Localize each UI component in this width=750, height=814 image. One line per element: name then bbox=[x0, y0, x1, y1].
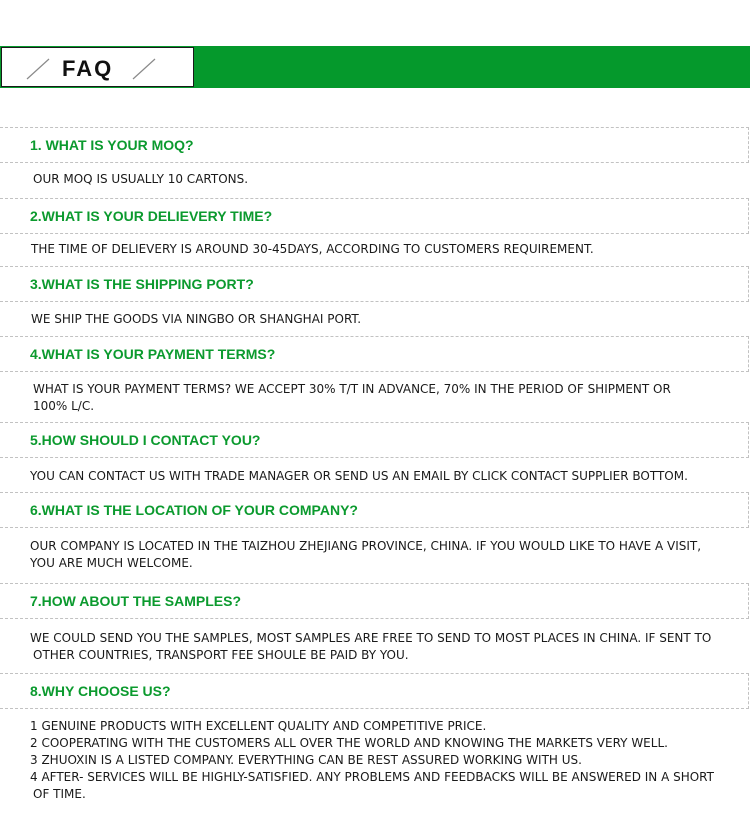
faq-label-box bbox=[1, 47, 194, 87]
faq-answer-line: 2 COOPERATING WITH THE CUSTOMERS ALL OVER THE WORLD AND KNOWING THE MARKETS VERY WELL. bbox=[30, 736, 668, 750]
faq-answer-line: 1 GENUINE PRODUCTS WITH EXCELLENT QUALITY AND COMPETITIVE PRICE. bbox=[30, 719, 487, 733]
faq-answer-line: OUR MOQ IS USUALLY 10 CARTONS. bbox=[33, 172, 249, 186]
faq-answer-line: THE TIME OF DELIEVERY IS AROUND 30-45DAYS, ACCORDING TO CUSTOMERS REQUIREMENT. bbox=[31, 242, 594, 256]
faq-question: 6.WHAT IS THE LOCATION OF YOUR COMPANY? bbox=[30, 502, 358, 518]
faq-question: 1. WHAT IS YOUR MOQ? bbox=[30, 137, 194, 153]
faq-answer-line: OF TIME. bbox=[33, 787, 86, 801]
faq-answer bbox=[33, 171, 738, 188]
faq-question-bar bbox=[0, 266, 749, 302]
faq-question-bar bbox=[0, 336, 749, 372]
faq-question: 5.HOW SHOULD I CONTACT YOU? bbox=[30, 432, 261, 448]
faq-answer-line: OTHER COUNTRIES, TRANSPORT FEE SHOULE BE PAID BY YOU. bbox=[33, 648, 409, 662]
faq-question-bar bbox=[0, 673, 749, 709]
faq-answer bbox=[30, 630, 735, 664]
faq-answer-line: 100% L/C. bbox=[33, 399, 95, 413]
faq-question-bar bbox=[0, 422, 749, 458]
faq-answer bbox=[30, 538, 735, 572]
faq-answer-line: YOU CAN CONTACT US WITH TRADE MANAGER OR SEND US AN EMAIL BY CLICK CONTACT SUPPLIER BOTTOM. bbox=[30, 469, 688, 483]
slash-decoration-icon bbox=[25, 58, 51, 80]
faq-question-bar bbox=[0, 492, 749, 528]
faq-answer bbox=[33, 381, 738, 415]
faq-question: 8.WHY CHOOSE US? bbox=[30, 683, 171, 699]
faq-question-bar bbox=[0, 127, 749, 163]
faq-answer-line: OUR COMPANY IS LOCATED IN THE TAIZHOU ZHEJIANG PROVINCE, CHINA. IF YOU WOULD LIKE TO HAVE A VISIT, bbox=[30, 539, 702, 553]
faq-question: 4.WHAT IS YOUR PAYMENT TERMS? bbox=[30, 346, 276, 362]
faq-question-bar bbox=[0, 583, 749, 619]
faq-question: 3.WHAT IS THE SHIPPING PORT? bbox=[30, 276, 254, 292]
faq-answer-line: YOU ARE MUCH WELCOME. bbox=[30, 556, 193, 570]
faq-question-bar bbox=[0, 198, 749, 234]
faq-answer bbox=[31, 311, 736, 328]
faq-answer-line: WE COULD SEND YOU THE SAMPLES, MOST SAMPLES ARE FREE TO SEND TO MOST PLACES IN CHINA. IF SENT TO bbox=[30, 631, 712, 645]
faq-header-bar bbox=[0, 46, 750, 88]
slash-decoration-icon bbox=[131, 58, 157, 80]
faq-answer bbox=[31, 241, 736, 258]
faq-title: FAQ bbox=[62, 56, 114, 81]
faq-answer-line: WE SHIP THE GOODS VIA NINGBO OR SHANGHAI PORT. bbox=[31, 312, 362, 326]
faq-question: 2.WHAT IS YOUR DELIEVERY TIME? bbox=[30, 208, 273, 224]
faq-answer-line: WHAT IS YOUR PAYMENT TERMS? WE ACCEPT 30% T/T IN ADVANCE, 70% IN THE PERIOD OF SHIPMENT OR bbox=[33, 382, 671, 396]
faq-answer-line: 3 ZHUOXIN IS A LISTED COMPANY. EVERYTHING CAN BE REST ASSURED WORKING WITH US. bbox=[30, 753, 582, 767]
faq-answer-line: 4 AFTER- SERVICES WILL BE HIGHLY-SATISFIED. ANY PROBLEMS AND FEEDBACKS WILL BE ANSWERED IN A SHORT bbox=[30, 770, 714, 784]
faq-answer bbox=[30, 718, 735, 803]
faq-answer bbox=[30, 468, 735, 485]
faq-question: 7.HOW ABOUT THE SAMPLES? bbox=[30, 593, 242, 609]
